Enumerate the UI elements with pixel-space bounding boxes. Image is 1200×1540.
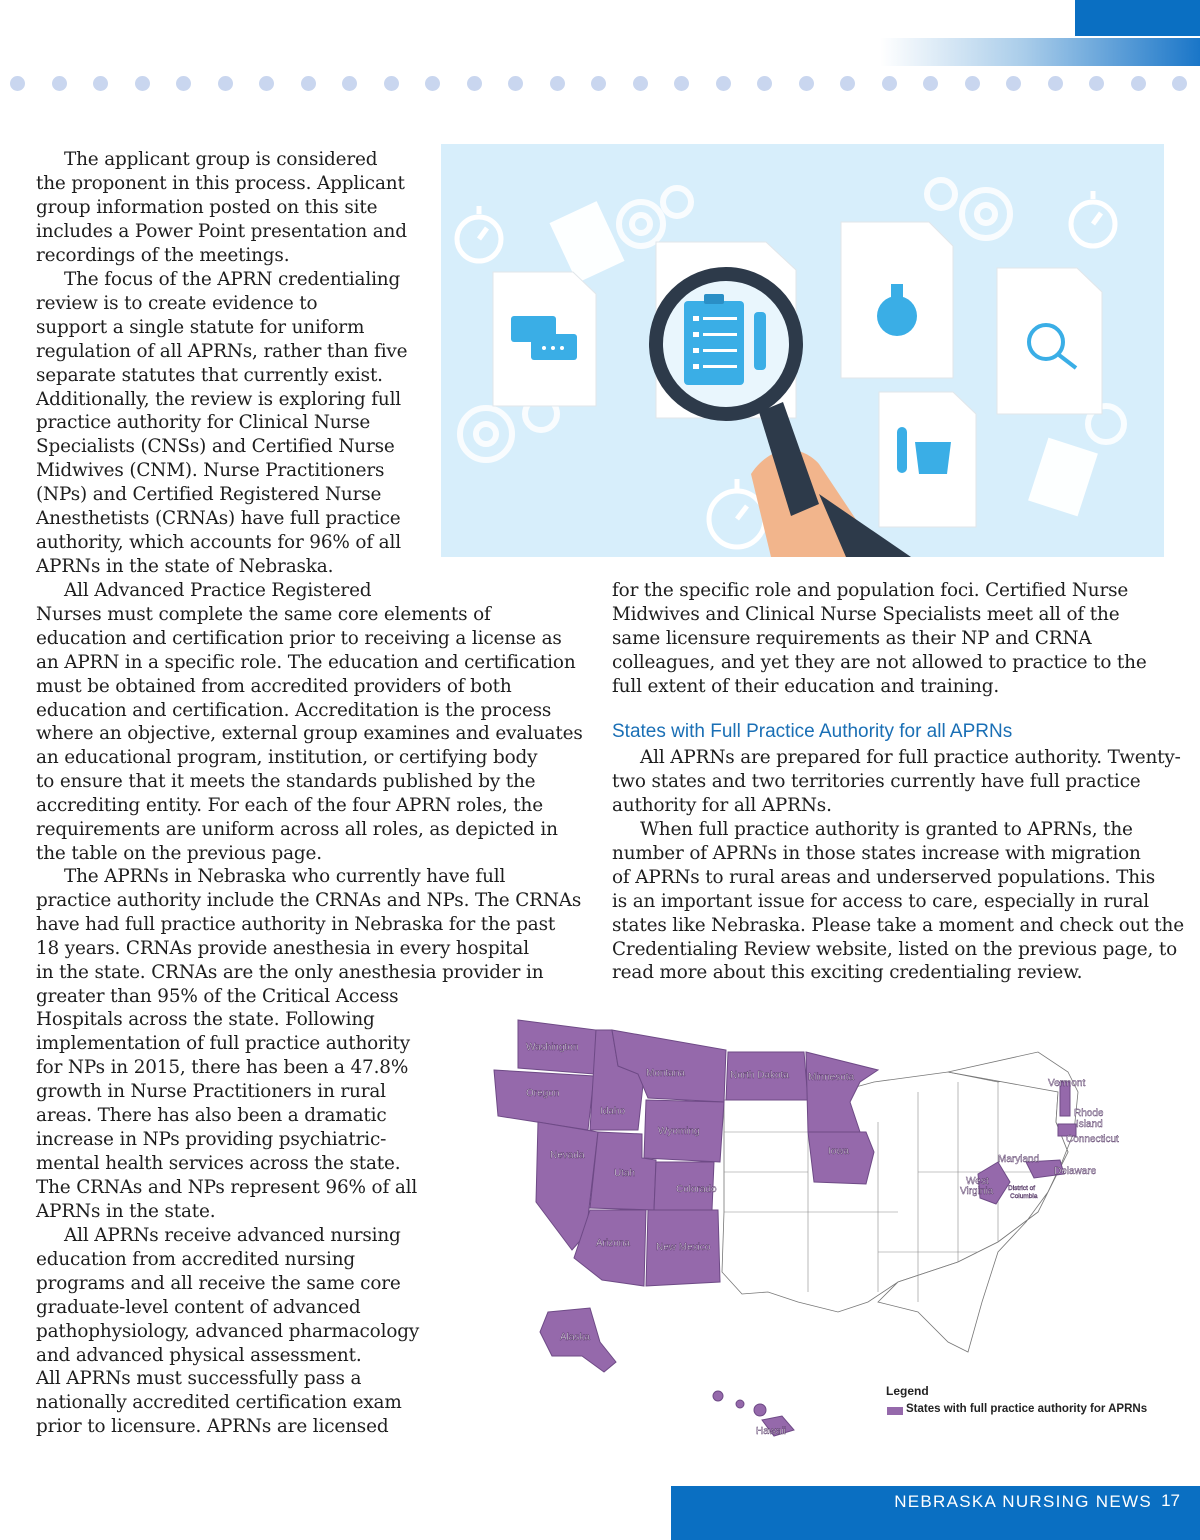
decorative-dot (799, 76, 814, 91)
text-line: includes a Power Point presentation and (36, 220, 407, 242)
text-line: an educational program, institution, or certifying body (36, 747, 538, 769)
text-line: The focus of the APRN credentialing (64, 269, 401, 290)
page-number: 17 (1161, 1491, 1180, 1510)
paragraph-applicant-group (36, 148, 407, 268)
text-line: separate statutes that currently exist. (36, 364, 383, 386)
label-minnesota: Minnesota (808, 1072, 855, 1083)
label-dc-line1: District of (1008, 1185, 1036, 1192)
text-line: 18 years. CRNAs provide anesthesia in every hospital (36, 937, 529, 959)
decorative-dot (1131, 76, 1146, 91)
text-line: areas. There has also been a dramatic (36, 1105, 387, 1127)
label-colorado: Colorado (676, 1184, 717, 1195)
text-line: Nurses must complete the same core elements of (36, 603, 491, 625)
map-legend-title: Legend (886, 1384, 929, 1398)
label-delaware: Delaware (1054, 1166, 1097, 1177)
text-line: The CRNAs and NPs represent 96% of all (36, 1176, 418, 1198)
decorative-dot (467, 76, 482, 91)
decorative-dot (840, 76, 855, 91)
text-line: When full practice authority is granted to APRNs, the (640, 819, 1133, 840)
state-oregon (494, 1070, 594, 1130)
us-map-svg (478, 1012, 1178, 1442)
text-line: read more about this exciting credentialing review. (612, 962, 1083, 984)
text-line: All APRNs must successfully pass a (36, 1368, 362, 1390)
decorative-dot (10, 76, 25, 91)
text-line: full extent of their education and training. (612, 675, 1000, 697)
text-line: colleagues, and yet they are not allowed to practice to the (612, 651, 1147, 673)
text-line: implementation of full practice authority (36, 1033, 410, 1055)
decorative-dot (923, 76, 938, 91)
decorative-dot (301, 76, 316, 91)
magnifier-documents-illustration (441, 144, 1164, 557)
text-line: graduate-level content of advanced (36, 1296, 361, 1318)
map-central-states (722, 1072, 1068, 1312)
label-vermont: Vermont (1048, 1078, 1086, 1089)
text-line: the table on the previous page. (36, 842, 322, 864)
label-arizona: Arizona (596, 1238, 630, 1249)
label-connecticut: Connecticut (1066, 1134, 1119, 1145)
text-line: Specialists (CNSs) and Certified Nurse (36, 436, 395, 458)
decorative-dot (1172, 76, 1187, 91)
text-line: increase in NPs providing psychiatric- (36, 1128, 387, 1150)
paragraph-focus-review (36, 268, 407, 579)
label-montana: Montana (646, 1068, 685, 1079)
text-line: is an important issue for access to care, especially in rural (612, 890, 1149, 912)
text-line: prior to licensure. APRNs are licensed (36, 1416, 389, 1438)
text-line: pathophysiology, advanced pharmacology (36, 1320, 420, 1342)
text-line: and advanced physical assessment. (36, 1344, 362, 1366)
decorative-dot (425, 76, 440, 91)
decorative-dot (259, 76, 274, 91)
paragraph-advanced-education (36, 1224, 419, 1439)
label-rhode-island-line2: Island (1076, 1119, 1103, 1130)
label-north-dakota: North Dakota (730, 1070, 789, 1081)
text-line: an APRN in a specific role. The education and certification (36, 651, 576, 673)
text-line: two states and two territories currently have full practice (612, 770, 1141, 792)
decorative-dot-row (0, 76, 1200, 92)
label-west-virginia-line1: West (966, 1176, 989, 1187)
us-full-practice-map (478, 1012, 1178, 1442)
header-accent-bar (1075, 0, 1200, 36)
text-line: same licensure requirements as their NP and CRNA (612, 627, 1092, 649)
decorative-dot (384, 76, 399, 91)
section-heading: States with Full Practice Authority for all APRNs (612, 721, 1013, 742)
text-line: where an objective, external group examines and evaluates (36, 723, 583, 745)
text-line: accrediting entity. For each of the four APRN roles, the (36, 795, 543, 817)
text-line: number of APRNs in those states increase with migration (612, 842, 1141, 864)
text-line: of APRNs to rural areas and underserved populations. This (612, 866, 1155, 888)
label-wyoming: Wyoming (658, 1126, 700, 1137)
text-line: practice authority include the CRNAs and NPs. The CRNAs (36, 889, 582, 911)
state-iowa (808, 1132, 874, 1184)
footer-bar (671, 1486, 1200, 1540)
map-legend-item: States with full practice authority for APRNs (906, 1403, 1148, 1415)
text-line: in the state. CRNAs are the only anesthesia provider in (36, 961, 544, 983)
text-line: must be obtained from accredited providers of both (36, 675, 512, 697)
text-line: (NPs) and Certified Registered Nurse (36, 484, 382, 506)
decorative-dot (1048, 76, 1063, 91)
decorative-dot (176, 76, 191, 91)
text-line: education and certification prior to receiving a license as (36, 627, 562, 649)
text-line: support a single statute for uniform (36, 316, 365, 338)
text-line: review is to create evidence to (36, 292, 318, 314)
text-line: mental health services across the state. (36, 1152, 401, 1174)
decorative-dot (716, 76, 731, 91)
label-rhode-island-line1: Rhode (1074, 1108, 1104, 1119)
decorative-dot (757, 76, 772, 91)
text-line: authority for all APRNs. (612, 794, 832, 816)
text-line: practice authority for Clinical Nurse (36, 412, 371, 434)
text-line: growth in Nurse Practitioners in rural (36, 1081, 386, 1103)
label-nevada: Nevada (550, 1150, 585, 1161)
text-line: APRNs in the state. (36, 1200, 216, 1222)
text-line: Anesthetists (CRNAs) have full practice (36, 508, 401, 530)
decorative-dot (550, 76, 565, 91)
label-dc-line2: Columbia (1010, 1193, 1038, 1200)
decorative-dot (633, 76, 648, 91)
decorative-dot (52, 76, 67, 91)
text-line: programs and all receive the same core (36, 1272, 401, 1294)
text-line: Midwives (CNM). Nurse Practitioners (36, 460, 385, 482)
label-idaho: Idaho (600, 1106, 626, 1117)
text-line: All Advanced Practice Registered (64, 580, 372, 601)
text-line: education from accredited nursing (36, 1248, 356, 1270)
decorative-dot (1089, 76, 1104, 91)
text-line: group information posted on this site (36, 196, 378, 218)
decorative-dot (93, 76, 108, 91)
text-line: Hospitals across the state. Following (36, 1009, 375, 1031)
header-gradient-bar (880, 38, 1200, 66)
text-line: APRNs in the state of Nebraska. (36, 555, 334, 577)
text-line: states like Nebraska. Please take a moment and check out the (612, 914, 1184, 936)
decorative-dot (508, 76, 523, 91)
decorative-dot (674, 76, 689, 91)
text-line: education and certification. Accreditation is the process (36, 699, 552, 721)
text-line: authority, which accounts for 96% of all (36, 531, 401, 553)
paragraph-migration (612, 818, 1184, 985)
text-line: for the specific role and population foci. Certified Nurse (612, 580, 1129, 601)
decorative-dot (965, 76, 980, 91)
research-illustration (441, 144, 1164, 557)
text-line: The APRNs in Nebraska who currently have full (64, 866, 506, 887)
decorative-dot (135, 76, 150, 91)
decorative-dot (591, 76, 606, 91)
text-line: All APRNs receive advanced nursing (64, 1225, 401, 1246)
text-line: requirements are uniform across all roles, as depicted in (36, 819, 558, 841)
publication-name: NEBRASKA NURSING NEWS (894, 1492, 1152, 1511)
label-hawaii: Hawaii (756, 1426, 787, 1437)
label-washington: Washington (526, 1042, 579, 1053)
paragraph-core-elements (36, 579, 583, 866)
decorative-dot (882, 76, 897, 91)
text-line: recordings of the meetings. (36, 244, 290, 266)
decorative-dot (342, 76, 357, 91)
text-line: Midwives and Clinical Nurse Specialists meet all of the (612, 603, 1120, 625)
label-west-virginia-line2: Virginia (960, 1186, 994, 1197)
text-line: All APRNs are prepared for full practice authority. Twenty- (640, 747, 1181, 768)
text-line: The applicant group is considered (64, 149, 378, 170)
text-line: the proponent in this process. Applicant (36, 172, 405, 194)
paragraph-full-practice (612, 746, 1181, 818)
label-new-mexico: New Mexico (656, 1242, 711, 1253)
label-utah: Utah (614, 1168, 636, 1179)
text-line: Additionally, the review is exploring full (36, 388, 402, 410)
legend-swatch (887, 1407, 903, 1415)
label-alaska: Alaska (560, 1332, 591, 1343)
decorative-dot (218, 76, 233, 91)
text-line: greater than 95% of the Critical Access (36, 985, 399, 1007)
text-line: have had full practice authority in Nebraska for the past (36, 913, 556, 935)
label-maryland: Maryland (998, 1154, 1040, 1165)
paragraph-licensure-continued (612, 579, 1147, 699)
text-line: nationally accredited certification exam (36, 1392, 402, 1414)
decorative-dot (1006, 76, 1021, 91)
text-line: to ensure that it meets the standards published by the (36, 771, 536, 793)
text-line: regulation of all APRNs, rather than five (36, 340, 408, 362)
label-iowa: Iowa (828, 1146, 850, 1157)
text-line: Credentialing Review website, listed on the previous page, to (612, 938, 1178, 960)
text-line: for NPs in 2015, there has been a 47.8% (36, 1057, 409, 1079)
label-oregon: Oregon (526, 1088, 560, 1099)
